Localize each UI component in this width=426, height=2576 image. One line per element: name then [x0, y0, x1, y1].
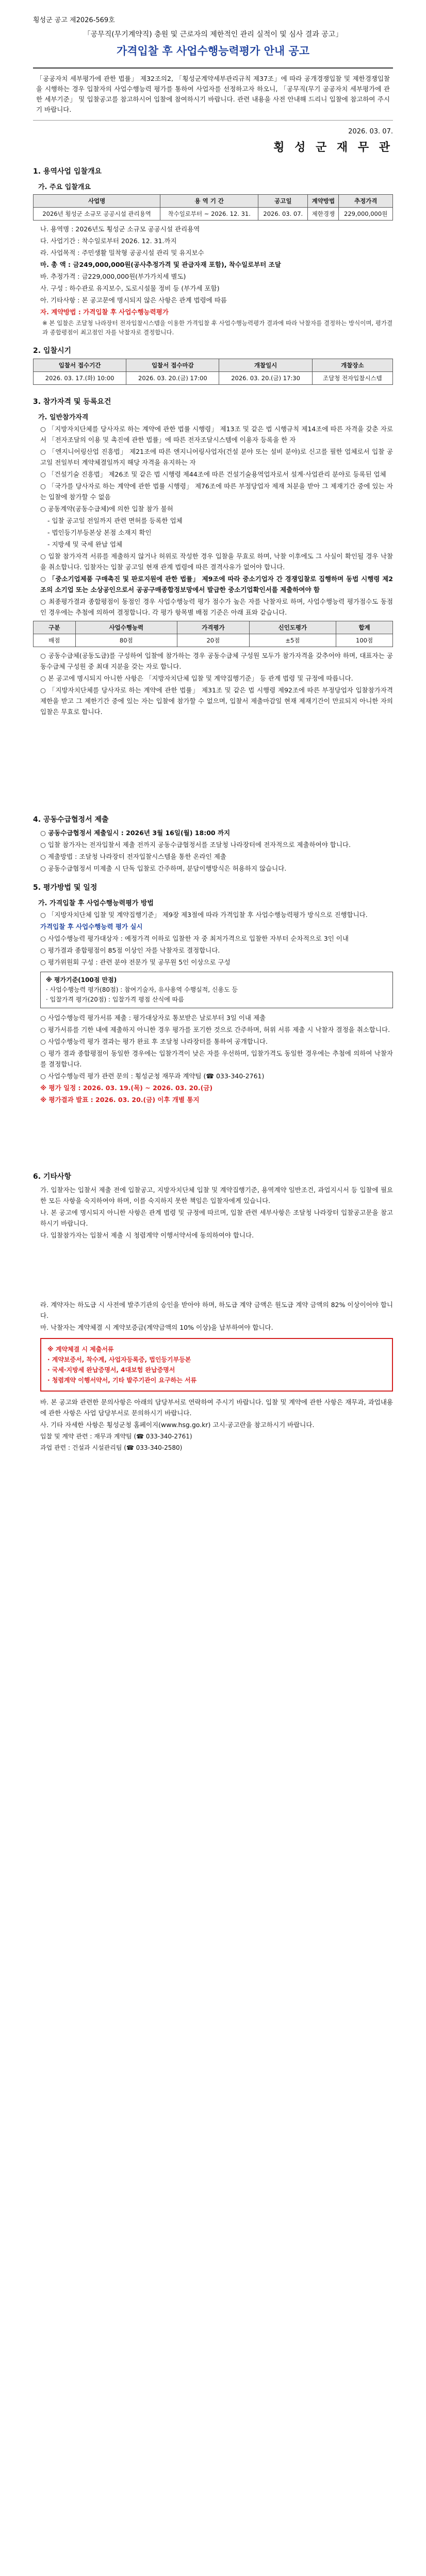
s3-bullet: - 지방세 및 국세 완납 업체	[47, 540, 123, 548]
notice-date: 2026. 03. 07.	[348, 128, 393, 135]
s6-para: 다. 입찰참가자는 입찰서 제출 시 청렴계약 이행서약서에 동의하여야 합니다.	[40, 1231, 254, 1239]
table-header-cell: 가격평가	[177, 621, 250, 634]
required-docs-box	[40, 1338, 393, 1392]
docs-line: · 계약보증서, 착수계, 사업자등록증, 법인등기부등본	[47, 1356, 191, 1363]
contact-task: 과업 관련 : 건설과 시설관리팀 (☎ 033-340-2580)	[40, 1444, 183, 1451]
s4-para: ○ 제출방법 : 조달청 나라장터 전자입찰시스템을 통한 온라인 제출	[40, 853, 226, 860]
s3-para: ○ 「지방자치단체를 당사자로 하는 계약에 관한 법률 시행령」 제13조 및 같은 법 시행규칙 제14조에 따른 자격을 갖춘 자로서 「전자조달의 이용 및 촉진에 관한 법률」에 따른 전자조달시스템에 이용자 등록을 한 자	[40, 425, 393, 444]
table-row	[34, 634, 393, 647]
page-gap	[33, 1106, 393, 1163]
s1-item: 라. 사업목적 : 주민생활 밀착형 공공시설 관리 및 유지보수	[40, 249, 204, 257]
page-title: 가격입찰 후 사업수행능력평가 안내 공고	[116, 45, 310, 57]
s3-para: ○ 「엔지니어링산업 진흥법」 제21조에 따른 엔지니어링사업자(건설 분야 또는 설비 분야)로 신고를 필한 업체로서 입찰 공고일 전일부터 계약체결일까지 해당 자격을 유지하는 자	[40, 448, 393, 466]
s7-para: 바. 본 공고와 관련한 문의사항은 아래의 담당부서로 연락하여 주시기 바랍니다. 입찰 및 계약에 관한 사항은 재무과, 과업내용에 관한 사항은 사업 담당부서로 문의하시기 바랍니다.	[40, 1398, 393, 1417]
section-3-sub1: 가. 일반참가자격	[38, 414, 89, 421]
table-cell: ±5점	[249, 634, 336, 647]
s5-para: ○ 평가서류를 기한 내에 제출하지 아니한 경우 평가를 포기한 것으로 간주하며, 허위 서류 제출 시 낙찰자 결정을 취소합니다.	[40, 1026, 390, 1033]
table-header-cell: 입찰서 접수기간	[34, 359, 126, 372]
table-cell: 229,000,000원	[339, 208, 393, 221]
notice-number: 횡성군 공고 제2026-569호	[33, 16, 115, 24]
s3-para: ○ 공동계약(공동수급체)에 의한 입찰 참가 불허	[40, 505, 173, 513]
page-gap	[33, 718, 393, 806]
docs-line: · 국세·지방세 완납증명서, 4대보험 완납증명서	[47, 1366, 175, 1374]
notice-page	[17, 0, 409, 1475]
schedule-table	[33, 359, 393, 385]
section-2-title: 2. 입찰시기	[33, 347, 72, 355]
s5-result: ※ 평가결과 발표 : 2026. 03. 20.(금) 이후 개별 통지	[40, 1096, 200, 1104]
s5-para: ○ 사업수행능력 평가 결과는 평가 완료 후 조달청 나라장터를 통하여 공개합니다.	[40, 1038, 268, 1045]
section-5-title: 5. 평가방법 및 일정	[33, 884, 97, 892]
s7-para: 사. 기타 자세한 사항은 횡성군청 홈페이지(www.hsg.go.kr) 고시·공고란을 참고하시기 바랍니다.	[40, 1421, 315, 1429]
table-header-cell: 사업명	[34, 195, 160, 208]
s1-item: 바. 추정가격 : 금229,000,000원(부가가치세 별도)	[40, 273, 186, 280]
contact-bid: 입찰 및 계약 관련 : 재무과 계약팀 (☎ 033-340-2761)	[40, 1433, 192, 1440]
s5-schedule: ※ 평가 일정 : 2026. 03. 19.(목) ~ 2026. 03. 20.(금)	[40, 1084, 213, 1092]
s3-para: ○ 「지방자치단체를 당사자로 하는 계약에 관한 법률」 제31조 및 같은 법 시행령 제92조에 따른 부정당업자 입찰참가자격 제한을 받고 그 제한기간 중에 있는 자는 입찰에 참가할 수 없으며, 입찰서 제출마감일 현재 제재기간이 만료되지 아니한 자의 입찰은 무효로 합니다.	[40, 686, 393, 716]
s3-para: ○ 입찰 참가자격 서류를 제출하지 않거나 허위로 작성한 경우 입찰을 무효로 하며, 낙찰 이후에도 그 사실이 확인될 경우 낙찰을 취소합니다. 입찰자는 입찰 공고일 현재 관계 법령에 따른 결격사유가 없어야 합니다.	[40, 552, 393, 571]
table-cell: 제한경쟁	[308, 208, 339, 221]
s4-para-emphasis: ○ 공동수급협정서 제출일시 : 2026년 3월 16일(월) 18:00 까지	[40, 829, 231, 837]
s3-bullet: - 입찰 공고일 전일까지 관련 면허를 등록한 업체	[47, 517, 183, 524]
s5-para: ○ 평가결과 종합평점이 85점 이상인 자를 낙찰자로 결정합니다.	[40, 946, 220, 954]
s7-para: 라. 계약자는 하도급 시 사전에 발주기관의 승인을 받아야 하며, 하도급 계약 금액은 원도급 계약 금액의 82% 이상이어야 합니다.	[40, 1301, 393, 1319]
s3-para: ○ 최종평가결과 종합평점이 동점인 경우 사업수행능력 평가 점수가 높은 자를 낙찰자로 하며, 사업수행능력 평가점수도 동점인 경우에는 추첨에 의하여 결정합니다. 각 평가 항목별 배점 기준은 아래 표와 같습니다.	[40, 598, 393, 616]
table-cell: 2026. 03. 20.(금) 17:30	[219, 372, 312, 385]
s5-para: ○ 평가 결과 종합평점이 동일한 경우에는 입찰가격이 낮은 자를 우선하며, 입찰가격도 동일한 경우에는 추첨에 의하여 낙찰자를 결정합니다.	[40, 1049, 393, 1068]
table-cell: 배점	[34, 634, 76, 647]
table-header-cell: 구분	[34, 621, 76, 634]
s5-para: ○ 사업수행능력 평가대상자 : 예정가격 이하로 입찰한 자 중 최저가격으로 입찰한 자부터 순차적으로 3인 이내	[40, 935, 349, 942]
criteria-line: · 사업수행능력 평가(80점) : 참여기술자, 유사용역 수행실적, 신용도 등	[46, 986, 238, 993]
section-3-title: 3. 참가자격 및 등록요건	[33, 398, 111, 406]
s3-para: ○ 본 공고에 명시되지 아니한 사항은 「지방자치단체 입찰 및 계약집행기준」 등 관계 법령 및 규정에 따릅니다.	[40, 674, 353, 682]
s3-para-emphasis: ○ 「중소기업제품 구매촉진 및 판로지원에 관한 법률」 제9조에 따라 중소기업자 간 경쟁입찰로 집행하며 동법 시행령 제2조의 소기업 또는 소상공인으로서 공공구매종합정보망에서 발급한 중소기업확인서를 제출하여야 함	[40, 575, 393, 594]
table-cell: 조달청 전자입찰시스템	[312, 372, 392, 385]
s1-contract-method: 자. 계약방법 : 가격입찰 후 사업수행능력평가	[40, 308, 169, 316]
table-header-row	[34, 359, 393, 372]
docs-line: ※ 계약체결 시 제출서류	[47, 1346, 114, 1353]
intro-heading: 「공무직(무기계약직) 충원 및 근로자의 제한적인 관리 실적이 및 심사 결과 공고」	[83, 30, 343, 39]
section-1-title: 1. 용역사업 입찰개요	[33, 167, 102, 176]
s1-item: 나. 용역명 : 2026년도 횡성군 소규모 공공시설 관리용역	[40, 225, 200, 233]
s4-para: ○ 공동수급협정서 미제출 시 단독 입찰로 간주하며, 분담이행방식은 허용하지 않습니다.	[40, 865, 287, 872]
docs-line: · 청렴계약 이행서약서, 기타 발주기관이 요구하는 서류	[47, 1377, 197, 1384]
table-cell: 2026년 횡성군 소규모 공공시설 관리용역	[34, 208, 160, 221]
table-header-cell: 용 역 기 간	[160, 195, 258, 208]
table-header-cell: 추정가격	[339, 195, 393, 208]
s1-note: ※ 본 입찰은 조달청 나라장터 전자입찰시스템을 이용한 가격입찰 후 사업수행능력평가 결과에 따라 낙찰자를 결정하는 방식이며, 평가결과 종합평점이 최고점인 자를 낙찰자로 결정합니다.	[42, 319, 393, 336]
s1-item: 사. 구성 : 하수관로 유지보수, 도로시설물 정비 등 (부가세 포함)	[40, 284, 220, 292]
criteria-line: · 입찰가격 평가(20점) : 입찰가격 평점 산식에 따름	[46, 996, 184, 1003]
table-cell: 2026. 03. 17.(화) 10:00	[34, 372, 126, 385]
table-header-cell: 합계	[336, 621, 393, 634]
table-header-cell: 개찰장소	[312, 359, 392, 372]
table-header-cell: 개찰일시	[219, 359, 312, 372]
table-cell: 80점	[75, 634, 177, 647]
s1-item: 아. 기타사항 : 본 공고문에 명시되지 않은 사항은 관계 법령에 따름	[40, 296, 227, 304]
s5-highlight: 가격입찰 후 사업수행능력 평가 실시	[40, 923, 143, 930]
s7-para: 마. 낙찰자는 계약체결 시 계약보증금(계약금액의 10% 이상)을 납부하여야 합니다.	[40, 1324, 273, 1331]
s5-para: ○ 「지방자치단체 입찰 및 계약집행기준」 제9장 제3절에 따라 가격입찰 후 사업수행능력평가 방식으로 진행합니다.	[40, 911, 368, 919]
table-row	[34, 372, 393, 385]
table-header-row	[34, 621, 393, 634]
criteria-box	[40, 972, 393, 1008]
table-cell: 100점	[336, 634, 393, 647]
table-cell: 20점	[177, 634, 250, 647]
s1-item: 다. 사업기간 : 착수일로부터 2026. 12. 31.까지	[40, 237, 177, 245]
s3-para: ○ 공동수급체(공동도급)를 구성하여 입찰에 참가하는 경우 공동수급체 구성원 모두가 참가자격을 갖추어야 하며, 대표자는 공동수급체 구성원 중 최대 지분을 갖는 자로 합니다.	[40, 652, 393, 670]
s4-para: ○ 입찰 참가자는 전자입찰서 제출 전까지 공동수급협정서를 조달청 나라장터에 전자적으로 제출하여야 합니다.	[40, 841, 351, 849]
page-gap	[33, 1242, 393, 1298]
section-6-title: 6. 기타사항	[33, 1173, 72, 1181]
s5-para: ○ 사업수행능력 평가서류 제출 : 평가대상자로 통보받은 날로부터 3일 이내 제출	[40, 1014, 266, 1022]
table-cell: 2026. 03. 07.	[258, 208, 308, 221]
s3-para: ○ 「국가를 당사자로 하는 계약에 관한 법률 시행령」 제76조에 따른 부정당업자 제재 처분을 받아 그 제재기간 중에 있는 자는 입찰에 참가할 수 없음	[40, 482, 393, 501]
table-header-cell: 입찰서 접수마감	[126, 359, 219, 372]
criteria-line: ※ 평가기준(100점 만점)	[46, 976, 117, 984]
s3-para: ○ 「건설기술 진흥법」 제26조 및 같은 법 시행령 제44조에 따른 건설기술용역업자로서 설계·사업관리 분야로 등록된 업체	[40, 470, 386, 478]
section-5-sub1: 가. 가격입찰 후 사업수행능력평가 방법	[38, 900, 154, 907]
table-header-row	[34, 195, 393, 208]
table-header-cell: 사업수행능력	[75, 621, 177, 634]
section-1-sub1: 가. 주요 입찰개요	[38, 183, 91, 191]
issuer-org: 횡 성 군 재 무 관	[273, 141, 393, 154]
table-cell: 2026. 03. 20.(금) 17:00	[126, 372, 219, 385]
s6-para: 나. 본 공고에 명시되지 아니한 사항은 관계 법령 및 규정에 따르며, 입찰 관련 세부사항은 조달청 나라장터 입찰공고문을 참고하시기 바랍니다.	[40, 1209, 393, 1227]
section-4-title: 4. 공동수급협정서 제출	[33, 816, 109, 824]
table-cell: 착수일로부터 ~ 2026. 12. 31.	[160, 208, 258, 221]
table-row	[34, 208, 393, 221]
s1-item: 마. 총 액 : 금249,000,000원(공사추정가격 및 관급자재 포함), 착수일로부터 조달	[40, 261, 281, 268]
scoring-table	[33, 621, 393, 647]
table-header-cell: 공고일	[258, 195, 308, 208]
s5-para: ○ 사업수행능력 평가 관련 문의 : 횡성군청 재무과 계약팀 (☎ 033-340-2761)	[40, 1072, 265, 1080]
table-header-cell: 계약방법	[308, 195, 339, 208]
overview-table	[33, 194, 393, 221]
s6-para: 가. 입찰자는 입찰서 제출 전에 입찰공고, 지방자치단체 입찰 및 계약집행기준, 용역계약 일반조건, 과업지시서 등 입찰에 필요한 모든 사항을 숙지하여야 하며, 이를 숙지하지 못한 책임은 입찰자에게 있습니다.	[40, 1186, 393, 1205]
s5-para: ○ 평가위원회 구성 : 관련 분야 전문가 및 공무원 5인 이상으로 구성	[40, 958, 231, 966]
prelude-text: 「공공자치 세부평가에 관한 법률」 제32조의2, 「횡성군계약세부관리규칙 제37조」에 따라 공개경쟁입찰 및 제한경쟁입찰을 시행하는 경우 입찰자의 사업수행능력 평가를 통하여 사업자를 선정하고자 하오니, 「공무직(무기 공공자치 세부평가에 관한 세부기준」 및 입찰공고를 참고하시어 입찰에 참여하시기 바랍니다. 관련 내용을 사전 안내해 드리니 입찰에 참고하여 주시기 바랍니다.	[33, 67, 393, 121]
s3-bullet: - 법인등기부등본상 본점 소재지 확인	[47, 529, 152, 536]
table-header-cell: 신인도평가	[249, 621, 336, 634]
